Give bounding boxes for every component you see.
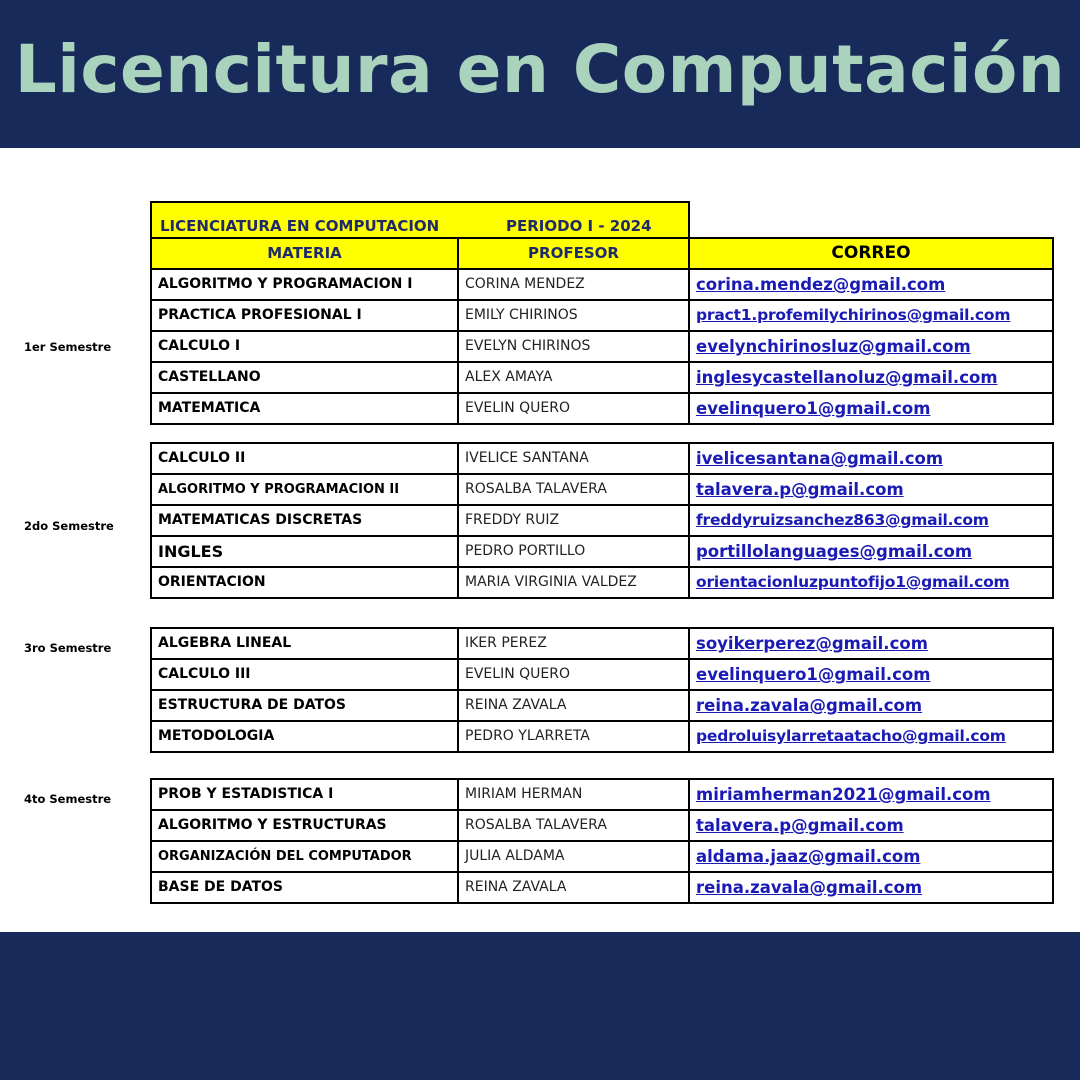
profesor-cell: PEDRO YLARRETA (458, 721, 689, 752)
semester-2-table (150, 442, 1054, 599)
table-row (151, 841, 1053, 872)
schedule-header-period: PERIODO I - 2024 (506, 217, 652, 235)
profesor-cell: IKER PEREZ (458, 628, 689, 659)
schedule-header-title: LICENCIATURA EN COMPUTACION (160, 217, 440, 235)
materia-cell: METODOLOGIA (151, 721, 458, 752)
materia-cell: PROB Y ESTADISTICA I (151, 779, 458, 810)
email-link[interactable]: aldama.jaaz@gmail.com (689, 841, 1053, 872)
email-link[interactable]: inglesycastellanoluz@gmail.com (689, 362, 1053, 393)
table-row (151, 536, 1053, 567)
email-link[interactable]: pract1.profemilychirinos@gmail.com (689, 300, 1053, 331)
email-link[interactable]: corina.mendez@gmail.com (689, 269, 1053, 300)
profesor-cell: REINA ZAVALA (458, 690, 689, 721)
column-header-materia: MATERIA (151, 238, 458, 269)
materia-cell: ALGORITMO Y PROGRAMACION I (151, 269, 458, 300)
email-link[interactable]: orientacionluzpuntofijo1@gmail.com (689, 567, 1053, 598)
materia-cell: MATEMATICA (151, 393, 458, 424)
table-row (151, 690, 1053, 721)
email-link[interactable]: freddyruizsanchez863@gmail.com (689, 505, 1053, 536)
semester-label: 4to Semestre (24, 792, 112, 806)
table-row (151, 393, 1053, 424)
profesor-cell: ROSALBA TALAVERA (458, 474, 689, 505)
profesor-cell: MARIA VIRGINIA VALDEZ (458, 567, 689, 598)
profesor-cell: ROSALBA TALAVERA (458, 810, 689, 841)
semester-label: 3ro Semestre (24, 641, 112, 655)
materia-cell: ALGEBRA LINEAL (151, 628, 458, 659)
semester-label: 2do Semestre (24, 519, 114, 533)
materia-cell: ALGORITMO Y PROGRAMACION II (151, 474, 458, 505)
email-link[interactable]: evelinquero1@gmail.com (689, 393, 1053, 424)
profesor-cell: PEDRO PORTILLO (458, 536, 689, 567)
table-row (151, 269, 1053, 300)
materia-cell: CALCULO II (151, 443, 458, 474)
email-link[interactable]: pedroluisylarretaatacho@gmail.com (689, 721, 1053, 752)
materia-cell: CALCULO III (151, 659, 458, 690)
semester-1-table (150, 237, 1054, 425)
column-header-profesor: PROFESOR (458, 238, 689, 269)
profesor-cell: MIRIAM HERMAN (458, 779, 689, 810)
semester-label: 1er Semestre (24, 340, 112, 354)
email-link[interactable]: talavera.p@gmail.com (689, 474, 1053, 505)
profesor-cell: EVELIN QUERO (458, 393, 689, 424)
column-header-row (151, 238, 1053, 269)
table-row (151, 659, 1053, 690)
table-row (151, 443, 1053, 474)
semester-4-table (150, 778, 1054, 904)
table-row (151, 331, 1053, 362)
table-row (151, 628, 1053, 659)
semester-3-table (150, 627, 1054, 753)
email-link[interactable]: reina.zavala@gmail.com (689, 872, 1053, 903)
materia-cell: ORGANIZACIÓN DEL COMPUTADOR (151, 841, 458, 872)
materia-cell: BASE DE DATOS (151, 872, 458, 903)
table-row (151, 505, 1053, 536)
profesor-cell: CORINA MENDEZ (458, 269, 689, 300)
bottom-banner (0, 932, 1080, 1080)
email-link[interactable]: ivelicesantana@gmail.com (689, 443, 1053, 474)
profesor-cell: EVELYN CHIRINOS (458, 331, 689, 362)
profesor-cell: EVELIN QUERO (458, 659, 689, 690)
materia-cell: ALGORITMO Y ESTRUCTURAS (151, 810, 458, 841)
email-link[interactable]: talavera.p@gmail.com (689, 810, 1053, 841)
profesor-cell: EMILY CHIRINOS (458, 300, 689, 331)
table-row (151, 721, 1053, 752)
email-link[interactable]: evelynchirinosluz@gmail.com (689, 331, 1053, 362)
email-link[interactable]: portillolanguages@gmail.com (689, 536, 1053, 567)
materia-cell: ORIENTACION (151, 567, 458, 598)
materia-cell: INGLES (151, 536, 458, 567)
table-row (151, 362, 1053, 393)
table-row (151, 474, 1053, 505)
table-row (151, 872, 1053, 903)
materia-cell: MATEMATICAS DISCRETAS (151, 505, 458, 536)
materia-cell: CASTELLANO (151, 362, 458, 393)
profesor-cell: FREDDY RUIZ (458, 505, 689, 536)
column-header-correo: CORREO (689, 238, 1053, 269)
profesor-cell: JULIA ALDAMA (458, 841, 689, 872)
table-row (151, 300, 1053, 331)
email-link[interactable]: soyikerperez@gmail.com (689, 628, 1053, 659)
profesor-cell: REINA ZAVALA (458, 872, 689, 903)
table-row (151, 779, 1053, 810)
email-link[interactable]: evelinquero1@gmail.com (689, 659, 1053, 690)
banner-title: Licencitura en Computación (14, 30, 1066, 108)
table-row (151, 810, 1053, 841)
profesor-cell: IVELICE SANTANA (458, 443, 689, 474)
top-banner (0, 0, 1080, 148)
materia-cell: CALCULO I (151, 331, 458, 362)
schedule-header (150, 201, 690, 237)
email-link[interactable]: miriamherman2021@gmail.com (689, 779, 1053, 810)
materia-cell: PRACTICA PROFESIONAL I (151, 300, 458, 331)
table-row (151, 567, 1053, 598)
materia-cell: ESTRUCTURA DE DATOS (151, 690, 458, 721)
profesor-cell: ALEX AMAYA (458, 362, 689, 393)
email-link[interactable]: reina.zavala@gmail.com (689, 690, 1053, 721)
